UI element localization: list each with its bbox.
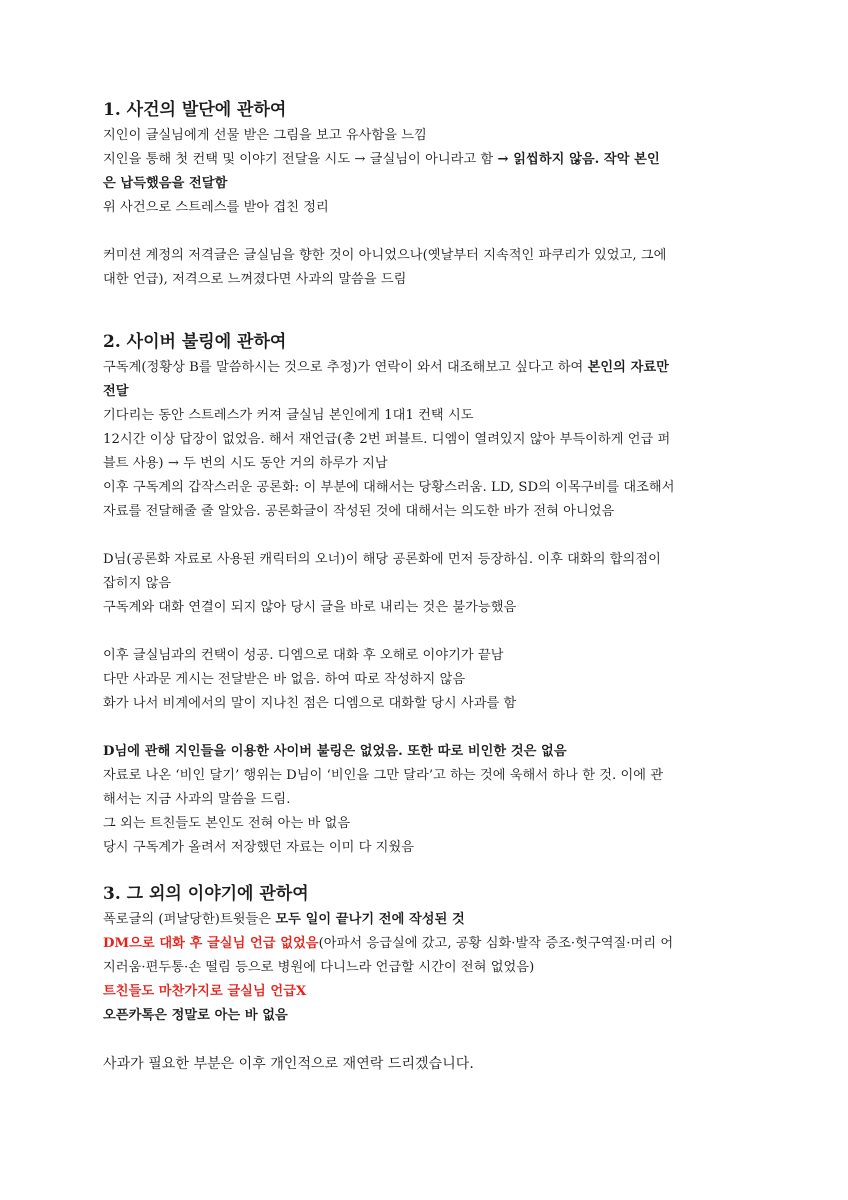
paragraph-line: D님에 관해 지인들을 이용한 사이버 불링은 없었음. 또한 따로 비인한 것은 없음 (103, 744, 567, 759)
closing-line: 사과가 필요한 부분은 이후 개인적으로 재연락 드리겠습니다. (103, 1056, 474, 1072)
paragraph-line: 그 외는 트친들도 본인도 전혀 아는 바 없음 (103, 816, 351, 831)
paragraph-line (103, 356, 675, 380)
red-emphasis-line: 트친들도 마찬가지로 글실님 언급X (103, 984, 307, 999)
text-span: (아파서 응급실에 갔고, 공황 심화·발작 증조·헛구역질·머리 어 (318, 936, 674, 951)
paragraph-line: 다만 사과문 게시는 전달받은 바 없음. 하여 따로 작성하지 않음 (103, 672, 466, 687)
section-3-heading: 3. 그 외의 이야기에 관하여 (103, 884, 309, 904)
paragraph-line: 잡히지 않음 (103, 576, 172, 591)
paragraph-line: 오픈카톡은 정말로 아는 바 없음 (103, 1008, 288, 1023)
section-3 (103, 880, 673, 1076)
paragraph-line: 자료로 나온 ‘비인 달기’ 행위는 D님이 ‘비인을 그만 달라’고 하는 것에 욱해서 하나 한 것. 이에 관 (103, 768, 664, 783)
paragraph-line: 자료를 전달해줄 줄 알았음. 공론화글이 작성된 것에 대해서는 의도한 바가 전혀 아니었음 (103, 504, 615, 519)
paragraph-line: 해서는 지금 사과의 말씀을 드림. (103, 792, 291, 807)
bold-text: → 읽씹하지 않음. 작악 본인 (497, 152, 660, 167)
paragraph-line: 구독계와 대화 연결이 되지 않아 당시 글을 바로 내리는 것은 불가능했음 (103, 600, 517, 615)
paragraph-line: 위 사건으로 스트레스를 받아 겹친 정리 (103, 200, 329, 215)
paragraph-line: 이후 구독계의 갑작스러운 공론화: 이 부분에 대해서는 당황스러움. LD, SD의 이목구비를 대조해서 (103, 480, 675, 495)
paragraph-line: 이후 글실님과의 컨택이 성공. 디엠으로 대화 후 오해로 이야기가 끝남 (103, 648, 504, 663)
bold-text: 모두 일이 끝나기 전에 작성된 것 (275, 912, 465, 927)
paragraph-line: 지러움·편두통·손 떨림 등으로 병원에 다니느라 언급할 시간이 전혀 없었음) (103, 960, 535, 975)
text-span: 지인을 통해 첫 컨택 및 이야기 전달을 시도 → 글실님이 아니라고 함 (103, 152, 498, 167)
paragraph-line: D님(공론화 자료로 사용된 캐릭터의 오너)이 해당 공론화에 먼저 등장하심. 이후 대화의 합의점이 (103, 552, 661, 567)
paragraph-line: 대한 언급), 저격으로 느껴졌다면 사과의 말씀을 드림 (103, 272, 407, 287)
text-span: 폭로글의 (퍼날당한)트윗들은 (103, 912, 276, 927)
paragraph-line: 기다리는 동안 스트레스가 커져 글실님 본인에게 1대1 컨택 시도 (103, 408, 474, 423)
paragraph-line: 은 납득했음을 전달함 (103, 176, 228, 191)
bold-text: 본인의 자료만 (587, 360, 669, 375)
paragraph-line (103, 908, 673, 932)
section-2-heading: 2. 사이버 불링에 관하여 (103, 332, 287, 352)
red-emphasis-text: DM으로 대화 후 글실님 언급 없었음 (103, 936, 319, 951)
paragraph-line: 당시 구독계가 올려서 저장했던 자료는 이미 다 지웠음 (103, 840, 415, 855)
section-2 (103, 328, 675, 860)
paragraph-line: 커미션 계정의 저격글은 글실님을 향한 것이 아니었으나(옛날부터 지속적인 파쿠리가 있었고, 그에 (103, 248, 667, 263)
paragraph-line: 12시간 이상 답장이 없었음. 해서 재언급(총 2번 퍼블트. 디엠이 열려있지 않아 부득이하게 언급 퍼 (103, 432, 671, 447)
paragraph-line: 블트 사용) → 두 번의 시도 동안 거의 하루가 지남 (103, 456, 388, 471)
section-1-heading: 1. 사건의 발단에 관하여 (103, 100, 287, 120)
paragraph-line: 전달 (103, 384, 129, 399)
paragraph-line (103, 932, 673, 956)
paragraph-line: 지인이 글실님에게 선물 받은 그림을 보고 유사함을 느낌 (103, 128, 427, 143)
paragraph-line (103, 148, 666, 172)
paragraph-line: 화가 나서 비계에서의 말이 지나친 점은 디엠으로 대화할 당시 사과를 함 (103, 696, 517, 711)
section-1 (103, 96, 666, 292)
text-span: 구독계(정황상 B를 말씀하시는 것으로 추정)가 연락이 와서 대조해보고 싶다고 하여 (103, 360, 588, 375)
